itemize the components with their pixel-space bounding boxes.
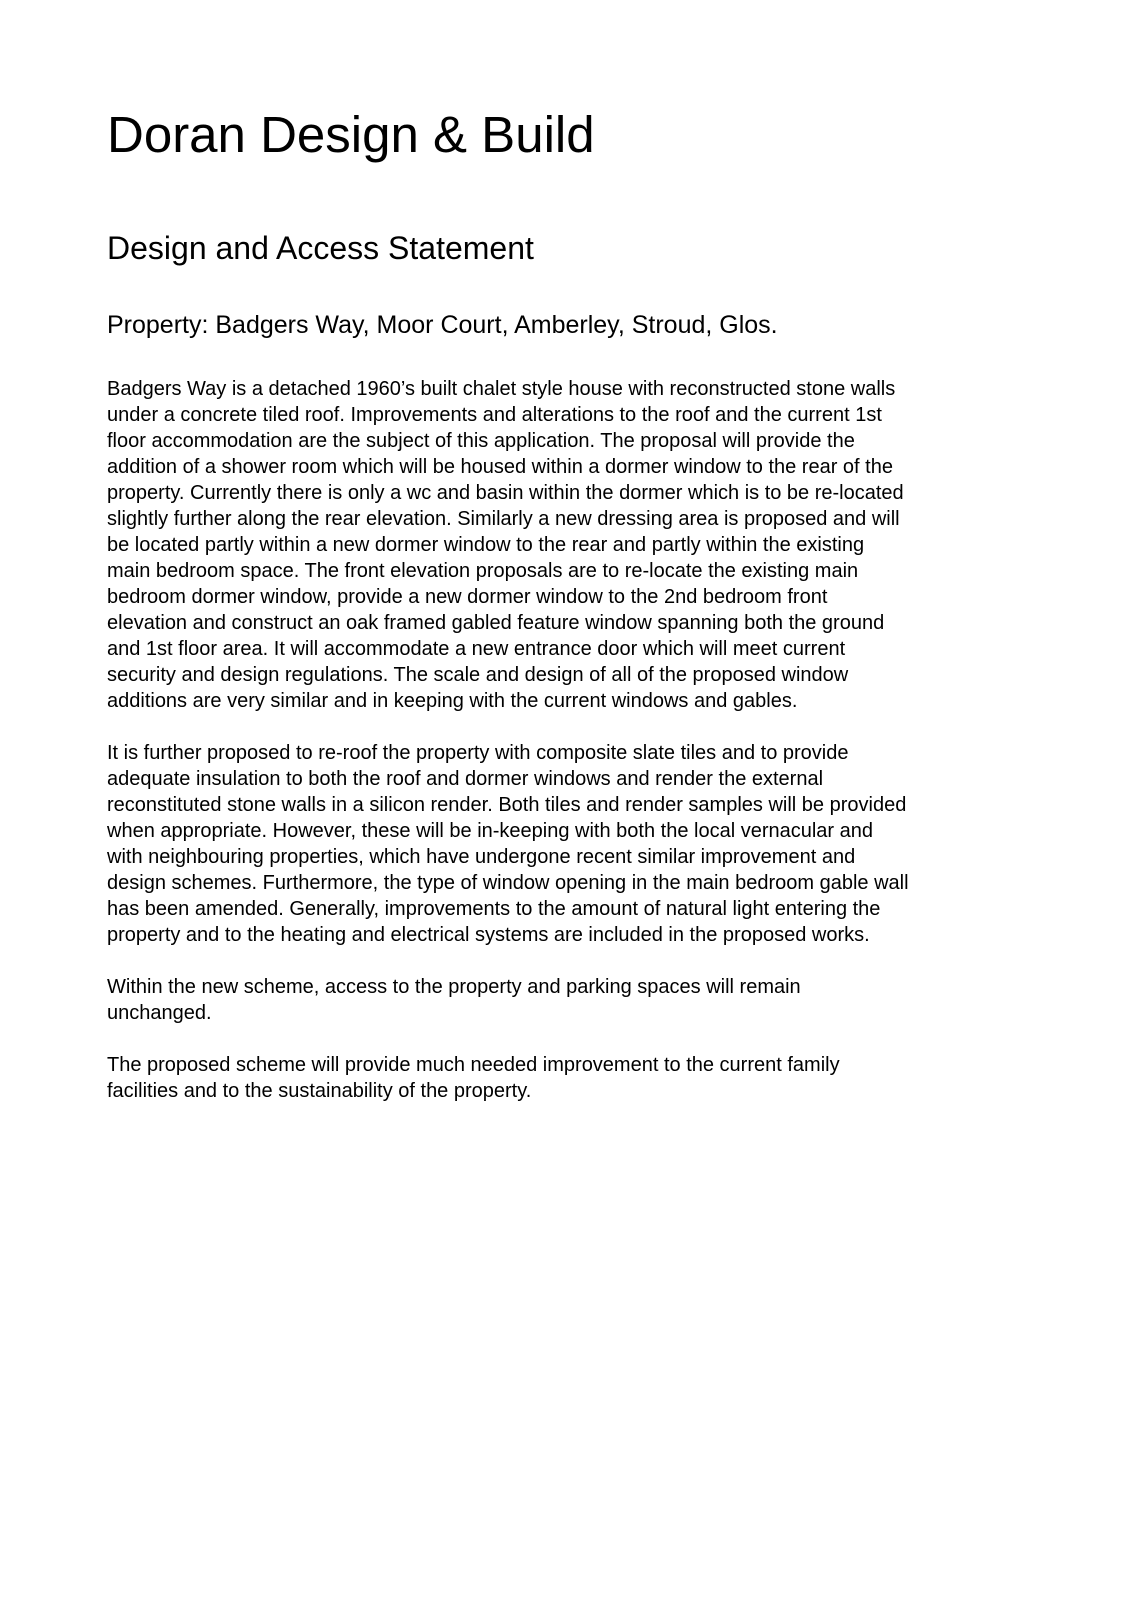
text-line: Badgers Way is a detached 1960’s built chalet style house with reconstructed stone walls (107, 378, 896, 400)
text-line: security and design regulations. The scale and design of all of the proposed window (107, 664, 849, 686)
text-line: when appropriate. However, these will be in-keeping with both the local vernacular and (107, 820, 874, 842)
text-line: additions are very similar and in keeping with the current windows and gables. (107, 690, 798, 712)
text-line: property and to the heating and electrical systems are included in the proposed works. (107, 924, 870, 946)
text-line: floor accommodation are the subject of this application. The proposal will provide the (107, 430, 855, 452)
text-line: bedroom dormer window, provide a new dormer window to the 2nd bedroom front (107, 586, 828, 608)
text-line: and 1st floor area. It will accommodate a new entrance door which will meet current (107, 638, 846, 660)
text-line: reconstituted stone walls in a silicon render. Both tiles and render samples will be provided (107, 794, 907, 816)
text-line: slightly further along the rear elevation. Similarly a new dressing area is proposed and will (107, 508, 900, 530)
paragraph (107, 974, 1017, 1026)
company-name: Doran Design & Build (107, 106, 595, 163)
text-line: with neighbouring properties, which have undergone recent similar improvement and (107, 846, 856, 868)
text-line: facilities and to the sustainability of the property. (107, 1080, 532, 1102)
text-line: Within the new scheme, access to the property and parking spaces will remain (107, 976, 801, 998)
statement-body (107, 376, 1017, 1130)
paragraph (107, 740, 1017, 948)
text-line: unchanged. (107, 1002, 212, 1024)
text-line: adequate insulation to both the roof and dormer windows and render the external (107, 768, 824, 790)
paragraph (107, 376, 1017, 714)
property-address: Property: Badgers Way, Moor Court, Amberley, Stroud, Glos. (107, 311, 778, 339)
text-line: elevation and construct an oak framed gabled feature window spanning both the ground (107, 612, 885, 634)
text-line: main bedroom space. The front elevation proposals are to re-locate the existing main (107, 560, 859, 582)
text-line: It is further proposed to re-roof the property with composite slate tiles and to provide (107, 742, 849, 764)
document-title: Design and Access Statement (107, 230, 534, 266)
text-line: The proposed scheme will provide much needed improvement to the current family (107, 1054, 840, 1076)
text-line: property. Currently there is only a wc and basin within the dormer which is to be re-located (107, 482, 904, 504)
paragraph (107, 1052, 1017, 1104)
text-line: addition of a shower room which will be housed within a dormer window to the rear of the (107, 456, 893, 478)
text-line: be located partly within a new dormer window to the rear and partly within the existing (107, 534, 865, 556)
text-line: under a concrete tiled roof. Improvements and alterations to the roof and the current 1st (107, 404, 882, 426)
text-line: design schemes. Furthermore, the type of window opening in the main bedroom gable wall (107, 872, 909, 894)
text-line: has been amended. Generally, improvements to the amount of natural light entering the (107, 898, 881, 920)
